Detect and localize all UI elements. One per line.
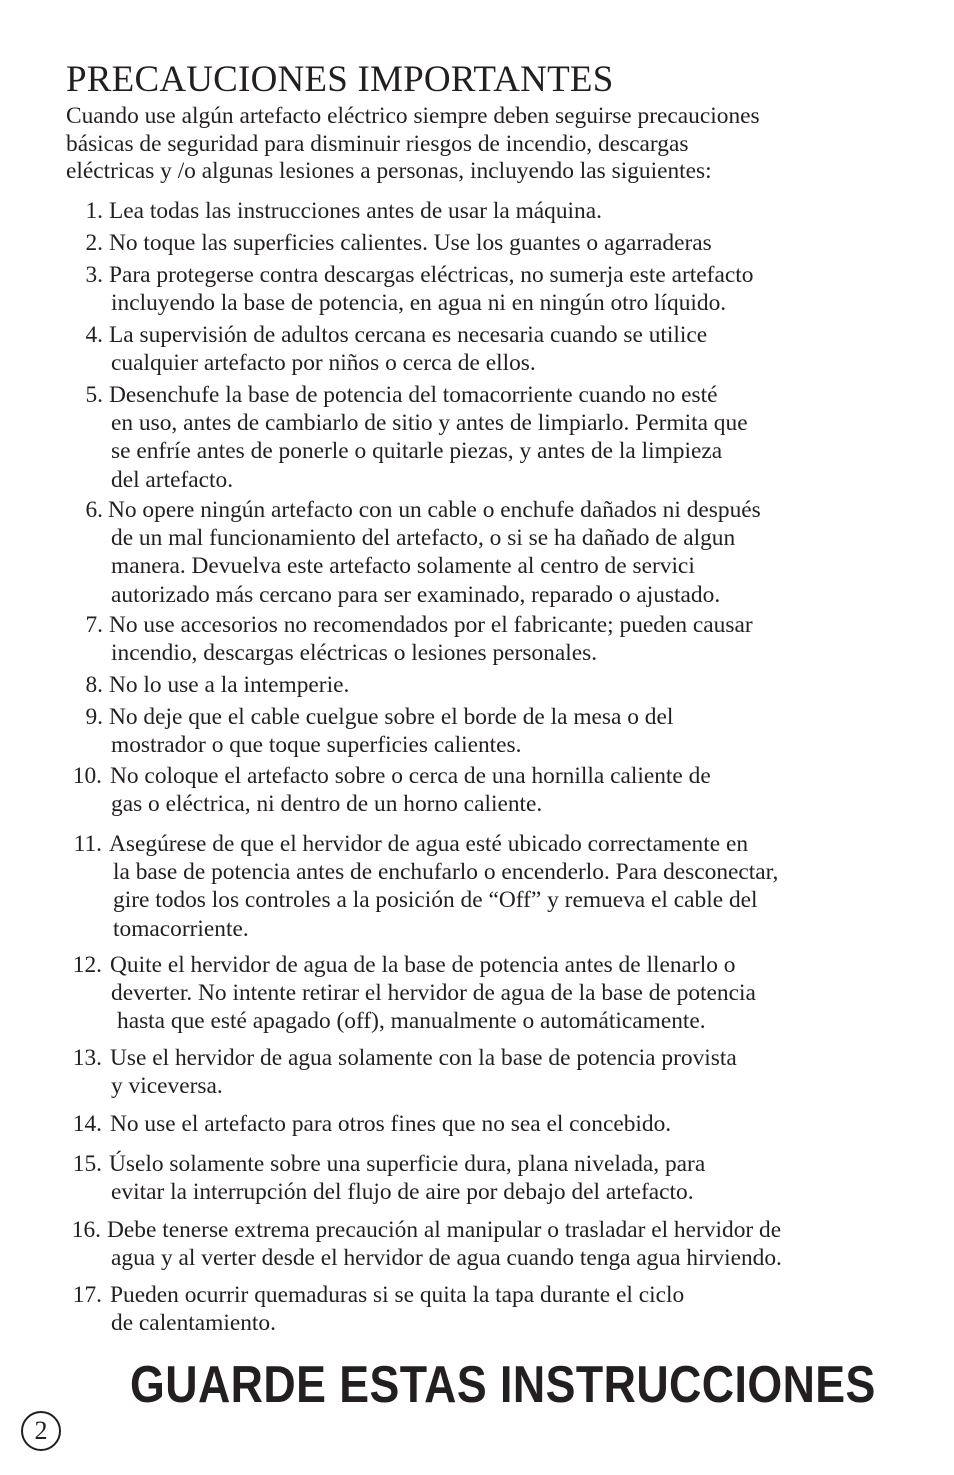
list-item-line: gas o eléctrica, ni dentro de un horno caliente.: [111, 791, 543, 818]
list-item-number: 7.: [85, 612, 103, 638]
list-item-line: incendio, descargas eléctricas o lesiones personales.: [111, 640, 598, 667]
list-item-number: 16.: [71, 1217, 101, 1243]
list-item-line: Úselo solamente sobre una superficie dura, plana nivelada, para: [109, 1151, 706, 1177]
list-item-number: 3.: [85, 262, 103, 288]
list-item-number: 17.: [72, 1282, 102, 1308]
intro-line: Cuando use algún artefacto eléctrico siempre deben seguirse precauciones: [66, 103, 760, 129]
list-item-number: 4.: [85, 322, 103, 348]
list-item-text: [108, 496, 898, 609]
list-item-text: [109, 321, 899, 377]
list-item-line: deverter. No intente retirar el hervidor de agua de la base de potencia: [111, 980, 756, 1007]
list-item-line: de un mal funcionamiento del artefacto, o si se ha dañado de algun: [111, 525, 736, 552]
list-item-text: [110, 1044, 900, 1100]
list-item-number: 6.: [85, 497, 103, 523]
page-number-badge: [21, 1411, 61, 1451]
list-item-line: agua y al verter desde el hervidor de agua cuando tenga agua hirviendo.: [111, 1245, 782, 1272]
list-item-text: [109, 830, 899, 943]
list-item-line: No opere ningún artefacto con un cable o enchufe dañados ni después: [108, 497, 761, 523]
page-number: 2: [34, 1416, 48, 1445]
intro-line: eléctricas y /o algunas lesiones a personas, incluyendo las siguientes:: [66, 158, 712, 184]
intro-paragraph: [66, 103, 906, 186]
list-item-line: No deje que el cable cuelgue sobre el borde de la mesa o del: [109, 704, 674, 730]
list-item-line: No use el artefacto para otros fines que no sea el concebido.: [110, 1111, 672, 1137]
list-item-line: gire todos los controles a la posición de “Off” y remueva el cable del: [113, 887, 758, 914]
list-item-line: en uso, antes de cambiarlo de sitio y antes de limpiarlo. Permita que: [111, 410, 748, 437]
list-item-line: No lo use a la intemperie.: [109, 672, 350, 698]
list-item-line: de calentamiento.: [111, 1310, 276, 1337]
list-item-line: se enfríe antes de ponerle o quitarle piezas, y antes de la limpieza: [111, 438, 723, 465]
list-item-line: Quite el hervidor de agua de la base de potencia antes de llenarlo o: [110, 952, 736, 978]
list-item-line: No use accesorios no recomendados por el fabricante; pueden causar: [109, 612, 753, 638]
list-item-text: [110, 1110, 900, 1138]
intro-line: básicas de seguridad para disminuir riesgos de incendio, descargas: [66, 130, 689, 157]
list-item-number: 9.: [85, 704, 103, 730]
list-item-line: y viceversa.: [111, 1073, 223, 1100]
list-item-number: 13.: [72, 1045, 102, 1071]
list-item-line: autorizado más cercano para ser examinado, reparado o ajustado.: [111, 581, 721, 608]
list-item-line: mostrador o que toque superficies calientes.: [111, 732, 522, 759]
list-item-number: 10.: [72, 763, 102, 789]
list-item-line: Para protegerse contra descargas eléctricas, no sumerja este artefacto: [109, 262, 754, 288]
list-item-text: [109, 229, 899, 257]
list-item-text: [109, 611, 899, 667]
list-item-line: Debe tenerse extrema precaución al manipular o trasladar el hervidor de: [107, 1217, 782, 1243]
list-item-number: 12.: [72, 952, 102, 978]
list-item-text: [107, 1216, 897, 1272]
list-item-text: [109, 381, 899, 494]
list-item-number: 5.: [85, 382, 103, 408]
list-item-line: manera. Devuelva este artefacto solamente al centro de servici: [111, 553, 695, 580]
list-item-line: La supervisión de adultos cercana es necesaria cuando se utilice: [109, 322, 708, 348]
list-item-number: 15.: [72, 1151, 102, 1177]
list-item-line: Use el hervidor de agua solamente con la base de potencia provista: [110, 1045, 737, 1071]
list-item-line: Lea todas las instrucciones antes de usar la máquina.: [109, 198, 602, 224]
list-item-number: 8.: [85, 672, 103, 698]
list-item-text: [110, 762, 900, 818]
list-item-text: [109, 671, 899, 699]
list-item-line: tomacorriente.: [113, 915, 249, 942]
list-item-number: 11.: [73, 831, 102, 857]
list-item-line: del artefacto.: [111, 466, 234, 493]
list-item-text: [110, 951, 900, 1036]
list-item-line: Desenchufe la base de potencia del tomacorriente cuando no esté: [109, 382, 718, 408]
list-item-text: [110, 1281, 900, 1337]
list-item-line: incluyendo la base de potencia, en agua ni en ningún otro líquido.: [111, 290, 727, 317]
save-instructions-heading: GUARDE ESTAS INSTRUCCIONES: [130, 1356, 876, 1414]
list-item-text: [109, 197, 899, 225]
list-item-text: [109, 261, 899, 317]
list-item-line: hasta que esté apagado (off), manualmente o automáticamente.: [117, 1008, 706, 1035]
list-item-line: evitar la interrupción del flujo de aire por debajo del artefacto.: [111, 1179, 694, 1206]
page-title: PRECAUCIONES IMPORTANTES: [66, 59, 614, 100]
list-item-line: Asegúrese de que el hervidor de agua esté ubicado correctamente en: [109, 831, 749, 857]
list-item-line: Pueden ocurrir quemaduras si se quita la tapa durante el ciclo: [110, 1282, 685, 1308]
list-item-line: la base de potencia antes de enchufarlo o encenderlo. Para desconectar,: [113, 859, 779, 886]
list-item-number: 14.: [72, 1111, 102, 1137]
list-item-text: [109, 1150, 899, 1206]
list-item-number: 1.: [85, 198, 103, 224]
list-item-text: [109, 703, 899, 759]
list-item-line: No coloque el artefacto sobre o cerca de una hornilla caliente de: [110, 763, 711, 789]
list-item-line: No toque las superficies calientes. Use los guantes o agarraderas: [109, 230, 712, 256]
list-item-number: 2.: [85, 230, 103, 256]
list-item-line: cualquier artefacto por niños o cerca de ellos.: [111, 350, 536, 377]
